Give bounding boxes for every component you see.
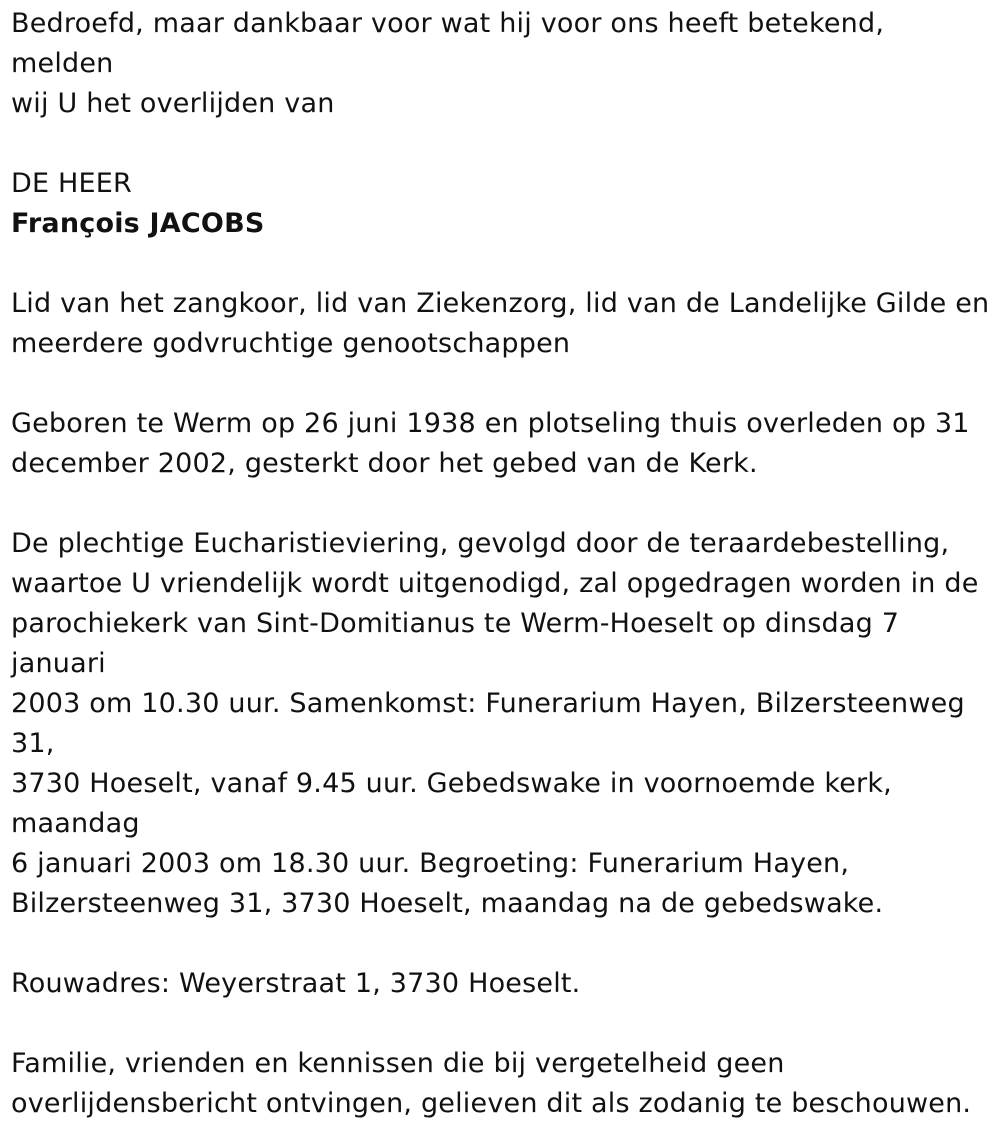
- spacer: [11, 924, 990, 964]
- spacer: [11, 364, 990, 404]
- spacer: [11, 124, 990, 164]
- deceased-name: François JACOBS: [11, 208, 265, 239]
- memberships-paragraph: Lid van het zangkoor, lid van Ziekenzorg, lid van de Landelijke Gilde en meerdere godvruchtige genootschappen: [11, 288, 990, 359]
- intro-paragraph: Bedroefd, maar dankbaar voor wat hij voor ons heeft betekend, melden wij U het overlijden van: [11, 8, 885, 119]
- spacer: [11, 484, 990, 524]
- closing-paragraph: Familie, vrienden en kennissen die bij vergetelheid geen overlijdensbericht ontvingen, gelieven dit als zodanig te beschouwen.: [11, 1048, 972, 1119]
- spacer: [11, 1004, 990, 1044]
- honorific-label: DE HEER: [11, 168, 133, 199]
- spacer: [11, 244, 990, 284]
- mourning-address: Rouwadres: Weyerstraat 1, 3730 Hoeselt.: [11, 968, 581, 999]
- birth-death-paragraph: Geboren te Werm op 26 juni 1938 en plotseling thuis overleden op 31 december 2002, gesterkt door het gebed van de Kerk.: [11, 408, 970, 479]
- ceremony-paragraph: De plechtige Eucharistieviering, gevolgd door de teraardebestelling, waartoe U vriendelijk wordt uitgenodigd, zal opgedragen worden in de parochiekerk van Sint-Domitianus te Werm-Hoeselt op dinsdag 7 januari 2003 om 10.30 uur. Samenkomst: Funerarium Hayen, Bilzersteenweg 31, 3730 Hoeselt, vanaf 9.45 uur. Gebedswake in voornoemde kerk, maandag 6 januari 2003 om 18.30 uur. Begroeting: Funerarium Hayen, Bilzersteenweg 31, 3730 Hoeselt, maandag na de gebedswake.: [11, 528, 979, 919]
